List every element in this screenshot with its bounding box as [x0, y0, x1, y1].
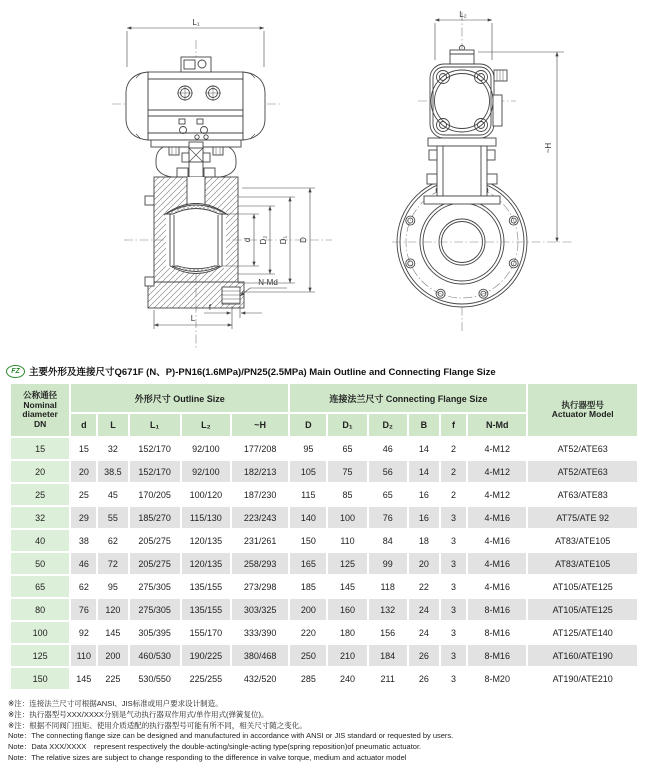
cell-value: 258/293 [232, 553, 288, 574]
cell-value: 24 [409, 622, 439, 643]
table-row [11, 622, 637, 643]
cell-value: 3 [441, 576, 466, 597]
cell-value: 84 [369, 530, 407, 551]
brand-logo-icon: FZ [6, 365, 25, 378]
cell-value: 92/100 [182, 438, 230, 459]
cell-value: 132 [369, 599, 407, 620]
cell-value: 231/261 [232, 530, 288, 551]
cell-value: 24 [409, 599, 439, 620]
cell-value: 32 [98, 438, 127, 459]
cell-value: 22 [409, 576, 439, 597]
cell-value: 275/305 [130, 576, 180, 597]
cell-value: 187/230 [232, 484, 288, 505]
cell-value: 65 [369, 484, 407, 505]
cell-dn: 15 [11, 438, 69, 459]
cell-value: 145 [328, 576, 366, 597]
cell-actuator-model: AT105/ATE125 [528, 599, 637, 620]
cell-value: 115/130 [182, 507, 230, 528]
cell-value: 72 [98, 553, 127, 574]
cell-value: 225/255 [182, 668, 230, 689]
cell-value: 76 [369, 507, 407, 528]
note-line: ※注：执行器型号XXX/XXXX分别是气动执行器双作用式/单作用式(弹簧复位)。 [8, 709, 269, 719]
cell-value: 46 [369, 438, 407, 459]
table-row [11, 484, 637, 505]
cell-value: 165 [290, 553, 326, 574]
cell-value: 135/155 [182, 576, 230, 597]
col-header-N-Md: N-Md [468, 414, 526, 436]
cell-value: 200 [98, 645, 127, 666]
cell-value: 25 [71, 484, 96, 505]
cell-value: 4-M12 [468, 484, 526, 505]
col-header-connecting-flange: 连接法兰尺寸 Connecting Flange Size [290, 384, 526, 412]
cell-value: 45 [98, 484, 127, 505]
cell-dn: 150 [11, 668, 69, 689]
cell-value: 2 [441, 484, 466, 505]
cell-value: 95 [290, 438, 326, 459]
col-header-actuator-model: 执行器型号 Actuator Model [528, 384, 637, 436]
cell-value: 55 [98, 507, 127, 528]
cell-value: 273/298 [232, 576, 288, 597]
col-header-L2: L₂ [182, 414, 230, 436]
cell-value: 20 [409, 553, 439, 574]
cell-value: 303/325 [232, 599, 288, 620]
cell-value: 8-M20 [468, 668, 526, 689]
cell-value: 4-M16 [468, 507, 526, 528]
cell-value: 75 [328, 461, 366, 482]
cell-value: 530/550 [130, 668, 180, 689]
cell-value: 460/530 [130, 645, 180, 666]
table-body [11, 438, 637, 689]
cell-value: 3 [441, 668, 466, 689]
cell-value: 180 [328, 622, 366, 643]
cell-value: 56 [369, 461, 407, 482]
cell-value: 145 [71, 668, 96, 689]
cell-value: 4-M12 [468, 438, 526, 459]
cell-actuator-model: AT75/ATE 92 [528, 507, 637, 528]
cell-value: 4-M16 [468, 530, 526, 551]
cell-actuator-model: AT190/ATE210 [528, 668, 637, 689]
cell-value: 3 [441, 645, 466, 666]
cell-value: 99 [369, 553, 407, 574]
note-line: Note：The relative sizes are subject to change responding to the difference in valve torque, medium and actuator model [8, 752, 407, 762]
cell-value: 152/170 [130, 461, 180, 482]
dimension-N-Md [240, 278, 287, 296]
col-header-d: d [71, 414, 96, 436]
col-header-L1: L₁ [130, 414, 180, 436]
cell-actuator-model: AT52/ATE63 [528, 438, 637, 459]
cell-value: 155/170 [182, 622, 230, 643]
table-row [11, 576, 637, 597]
dim-label-D1: D₁ [279, 235, 288, 245]
cell-value: 145 [98, 622, 127, 643]
cell-value: 156 [369, 622, 407, 643]
col-header-D2: D₂ [369, 414, 407, 436]
technical-drawings [0, 0, 650, 362]
col-header-f: f [441, 414, 466, 436]
cell-value: 152/170 [130, 438, 180, 459]
cell-value: 62 [98, 530, 127, 551]
cell-value: 2 [441, 461, 466, 482]
cell-value: 3 [441, 507, 466, 528]
cell-value: 225 [98, 668, 127, 689]
cell-value: 211 [369, 668, 407, 689]
cell-dn: 125 [11, 645, 69, 666]
dimension-table [9, 382, 639, 691]
cell-dn: 32 [11, 507, 69, 528]
dim-label-f: f [208, 303, 212, 312]
cell-value: 305/395 [130, 622, 180, 643]
cell-actuator-model: AT160/ATE190 [528, 645, 637, 666]
cell-value: 4-M16 [468, 576, 526, 597]
dim-label-d: d [243, 237, 252, 243]
cell-value: 432/520 [232, 668, 288, 689]
cell-value: 223/243 [232, 507, 288, 528]
cell-dn: 65 [11, 576, 69, 597]
col-header-L: L [98, 414, 127, 436]
cell-value: 16 [409, 507, 439, 528]
cell-value: 26 [409, 645, 439, 666]
col-header-nominal-diameter: 公称通径 Nominal diameter DN [11, 384, 69, 436]
actuator-front [126, 57, 265, 140]
cell-dn: 25 [11, 484, 69, 505]
col-header-outline-size: 外形尺寸 Outline Size [71, 384, 288, 412]
cell-value: 3 [441, 599, 466, 620]
cell-value: 140 [290, 507, 326, 528]
cell-value: 200 [290, 599, 326, 620]
cell-value: 16 [409, 484, 439, 505]
col-header-D: D [290, 414, 326, 436]
front-view [112, 18, 332, 348]
bracket-front [151, 140, 241, 177]
flange-bolt-hole [222, 287, 240, 304]
dim-label-L: L [190, 314, 196, 323]
cell-value: 184 [369, 645, 407, 666]
cell-value: 26 [409, 668, 439, 689]
cell-value: 100 [328, 507, 366, 528]
table-header-group-row [11, 384, 637, 412]
table-row [11, 507, 637, 528]
cell-value: 190/225 [182, 645, 230, 666]
cell-value: 92/100 [182, 461, 230, 482]
cell-dn: 50 [11, 553, 69, 574]
cell-value: 14 [409, 461, 439, 482]
cell-value: 29 [71, 507, 96, 528]
dim-label-N-Md: N-Md [258, 278, 278, 287]
cell-actuator-model: AT83/ATE105 [528, 553, 637, 574]
table-row [11, 461, 637, 482]
cell-actuator-model: AT52/ATE63 [528, 461, 637, 482]
cell-value: 150 [290, 530, 326, 551]
cell-value: 160 [328, 599, 366, 620]
cell-value: 120/135 [182, 530, 230, 551]
cell-value: 135/155 [182, 599, 230, 620]
cell-value: 182/213 [232, 461, 288, 482]
cell-actuator-model: AT125/ATE140 [528, 622, 637, 643]
cell-dn: 100 [11, 622, 69, 643]
cell-dn: 20 [11, 461, 69, 482]
cell-value: 185 [290, 576, 326, 597]
cell-value: 210 [328, 645, 366, 666]
cell-value: 2 [441, 438, 466, 459]
cell-value: 275/305 [130, 599, 180, 620]
dim-label-L2: L₂ [459, 10, 467, 19]
cell-value: 38.5 [98, 461, 127, 482]
cell-dn: 80 [11, 599, 69, 620]
cell-value: 185/270 [130, 507, 180, 528]
cell-value: 15 [71, 438, 96, 459]
cell-value: 4-M12 [468, 461, 526, 482]
dim-label-D2: D₂ [259, 235, 268, 245]
cell-value: 240 [328, 668, 366, 689]
cell-value: 8-M16 [468, 599, 526, 620]
cell-value: 177/208 [232, 438, 288, 459]
cell-value: 18 [409, 530, 439, 551]
cell-value: 100/120 [182, 484, 230, 505]
col-header-B: B [409, 414, 439, 436]
cell-value: 115 [290, 484, 326, 505]
cell-value: 65 [328, 438, 366, 459]
table-row [11, 530, 637, 551]
cell-dn: 40 [11, 530, 69, 551]
note-line: Note：The connecting flange size can be designed and manufactured in accordance with ANSI or JIS standard or requested by users. [8, 731, 454, 741]
dim-label-D: D [299, 237, 308, 243]
table-row [11, 645, 637, 666]
cell-value: 3 [441, 622, 466, 643]
cell-value: 205/275 [130, 553, 180, 574]
dim-label-H: ~H [544, 142, 553, 154]
page-title: 主要外形及连接尺寸Q671F (N、P)-PN16(1.6MPa)/PN25(2.5MPa) Main Outline and Connecting Flange Size [29, 367, 496, 378]
cell-value: 118 [369, 576, 407, 597]
actuator-side [430, 46, 507, 139]
cell-value: 285 [290, 668, 326, 689]
cell-value: 8-M16 [468, 645, 526, 666]
cell-value: 38 [71, 530, 96, 551]
cell-actuator-model: AT63/ATE83 [528, 484, 637, 505]
cell-value: 85 [328, 484, 366, 505]
cell-value: 110 [328, 530, 366, 551]
cell-value: 205/275 [130, 530, 180, 551]
cell-value: 120/135 [182, 553, 230, 574]
notes-block [8, 699, 650, 764]
cell-value: 3 [441, 530, 466, 551]
col-header-D1: D₁ [328, 414, 366, 436]
cell-value: 3 [441, 553, 466, 574]
cell-value: 95 [98, 576, 127, 597]
cell-value: 14 [409, 438, 439, 459]
cell-value: 76 [71, 599, 96, 620]
cell-value: 125 [328, 553, 366, 574]
cell-actuator-model: AT105/ATE125 [528, 576, 637, 597]
cell-value: 92 [71, 622, 96, 643]
cell-value: 220 [290, 622, 326, 643]
air-fitting [494, 70, 507, 81]
col-header-H: ~H [232, 414, 288, 436]
note-line: Note：Data XXX/XXXX represent respectively the double-acting/single-acting type(spring reposition)of pneumatic actuator. [8, 742, 422, 752]
table-row [11, 668, 637, 689]
dim-label-L1: L₁ [192, 18, 200, 27]
table-row [11, 599, 637, 620]
cell-value: 20 [71, 461, 96, 482]
cell-value: 380/468 [232, 645, 288, 666]
cell-value: 8-M16 [468, 622, 526, 643]
cell-value: 46 [71, 553, 96, 574]
note-line: ※注：根据不同阀门扭矩、使用介质适配的执行器型号可能有所不同，相关尺寸随之变化。 [8, 720, 307, 730]
cell-value: 333/390 [232, 622, 288, 643]
valve-body-section [145, 177, 244, 308]
cell-value: 62 [71, 576, 96, 597]
section-title-row [6, 364, 650, 378]
cell-value: 250 [290, 645, 326, 666]
cell-actuator-model: AT83/ATE105 [528, 530, 637, 551]
note-line: ※注：连接法兰尺寸可根据ANSI、JIS标准或用户要求设计制造。 [8, 699, 223, 708]
side-view [392, 10, 572, 332]
cell-value: 105 [290, 461, 326, 482]
cell-value: 170/205 [130, 484, 180, 505]
cell-value: 4-M16 [468, 553, 526, 574]
cell-value: 120 [98, 599, 127, 620]
cell-value: 110 [71, 645, 96, 666]
table-row [11, 553, 637, 574]
table-row [11, 438, 637, 459]
